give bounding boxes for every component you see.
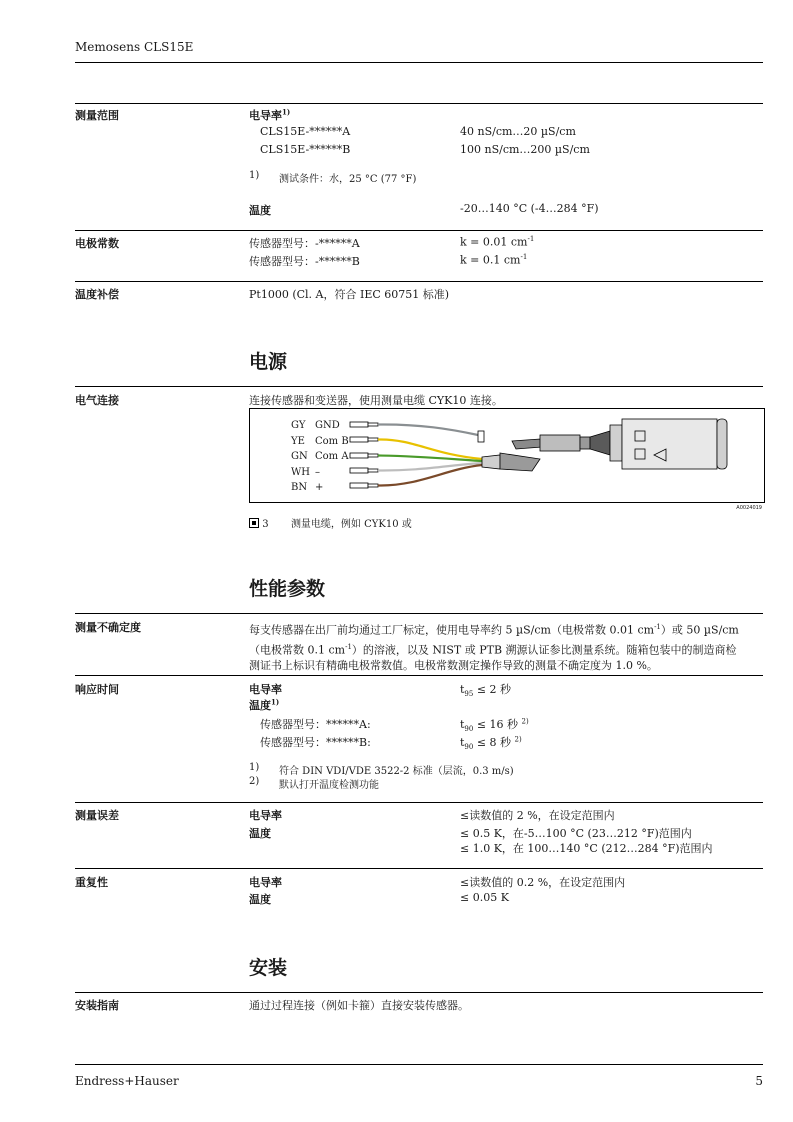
- figure-icon: [249, 518, 259, 528]
- conductivity-heading: 电导率$^{1)}$: [249, 107, 291, 122]
- section-title-power: 电源: [249, 351, 288, 373]
- label-response-time: 响应时间: [75, 683, 119, 696]
- cable-drawing: [250, 409, 764, 502]
- temperature-range: -20…140 °C (-4…284 °F): [460, 202, 599, 215]
- connection-text: 连接传感器和变送器，使用测量电缆 CYK10 连接。: [249, 394, 503, 407]
- label-installation-guide: 安装指南: [75, 999, 119, 1012]
- divider: [75, 230, 763, 231]
- response-value-a: $t_{90} \le 16$ 秒 $^{2)}$: [460, 717, 529, 734]
- divider: [75, 992, 763, 993]
- range-model-b: CLS15E-******B: [260, 143, 351, 156]
- divider: [75, 868, 763, 869]
- wire-signals: GND Com B Com A – +: [315, 420, 349, 493]
- error-temp-value-2: ≤ 1.0 K，在 100…140 °C (212…284 °F)范围内: [460, 842, 713, 855]
- page-number: 5: [755, 1074, 763, 1088]
- range-value-b: 100 nS/cm…200 µS/cm: [460, 143, 590, 156]
- divider: [75, 802, 763, 803]
- cell-model-b: 传感器型号：-******B: [249, 255, 360, 268]
- response-value-b: $t_{90} \le 8$ 秒 $^{2)}$: [460, 735, 522, 752]
- figure-caption: 3 测量电缆，例如 CYK10 或: [249, 515, 412, 530]
- footnote-number: 1): [249, 170, 260, 181]
- repeat-cond-label: 电导率: [249, 876, 282, 889]
- uncertainty-text: 每支传感器在出厂前均通过工厂标定，使用电导率约 5 µS/cm（电极常数 0.01 $cm^{-1}$）或 50 µS/cm （电极常数 0.1 $cm^{-1}$）的溶液，以及 NIST 或 PTB 溯源认证参比测量系统。随箱包装中的制造商检 测证书上标识有精确电极常数值。电极常数测定操作导致的测量不确定度为 1.0 %。: [249, 623, 739, 673]
- section-title-performance: 性能参数: [249, 578, 326, 600]
- divider: [75, 103, 763, 104]
- divider: [75, 613, 763, 614]
- header-rule: [75, 62, 763, 63]
- footer-brand: Endress+Hauser: [75, 1074, 179, 1088]
- error-temp-label: 温度: [249, 827, 271, 840]
- footer-rule: [75, 1064, 763, 1065]
- error-cond-label: 电导率: [249, 809, 282, 822]
- divider: [75, 386, 763, 387]
- response-cond-value: $t_{95} \le 2$ 秒: [460, 683, 512, 699]
- wire-0: [378, 424, 478, 435]
- installation-text: 通过过程连接（例如卡箍）直接安装传感器。: [249, 999, 469, 1012]
- footnote-text: 默认打开温度检测功能: [279, 780, 379, 791]
- label-cell-constant: 电极常数: [75, 237, 119, 250]
- header-title: Memosens CLS15E: [75, 40, 194, 54]
- label-uncertainty: 测量不确定度: [75, 621, 141, 634]
- divider: [75, 675, 763, 676]
- cell-value-a: k = 0.01 $cm^{-1}$: [460, 235, 535, 249]
- response-temp-label: 温度$^{1)}$: [249, 697, 280, 712]
- error-cond-value: ≤读数值的 2 %，在设定范围内: [460, 809, 615, 822]
- repeat-cond-value: ≤读数值的 0.2 %，在设定范围内: [460, 876, 626, 889]
- wire-codes: GY YE GN WH BN: [291, 420, 310, 493]
- temperature-label: 温度: [249, 204, 271, 217]
- divider: [75, 281, 763, 282]
- wire-ferrules: [350, 422, 378, 488]
- error-temp-value-1: ≤ 0.5 K，在-5…100 °C (23…212 °F)范围内: [460, 827, 692, 840]
- footnote-number: 1): [249, 762, 260, 773]
- wires: [378, 424, 482, 485]
- range-value-a: 40 nS/cm…20 µS/cm: [460, 125, 576, 138]
- label-electrical-connection: 电气连接: [75, 394, 119, 407]
- repeat-temp-value: ≤ 0.05 K: [460, 891, 509, 904]
- range-model-a: CLS15E-******A: [260, 125, 351, 138]
- label-temp-comp: 温度补偿: [75, 288, 119, 301]
- response-model-b: 传感器型号：******B:: [260, 736, 371, 749]
- section-title-installation: 安装: [249, 957, 288, 979]
- response-model-a: 传感器型号：******A:: [260, 718, 371, 731]
- figure-id: A0024019: [736, 505, 762, 511]
- cell-model-a: 传感器型号：-******A: [249, 237, 360, 250]
- label-measured-error: 测量误差: [75, 809, 119, 822]
- label-measuring-range: 测量范围: [75, 109, 119, 122]
- footnote-text: 测试条件：水，25 °C (77 °F): [279, 174, 417, 185]
- cable-figure: [249, 408, 765, 511]
- footnote-number: 2): [249, 776, 260, 787]
- repeat-temp-label: 温度: [249, 893, 271, 906]
- response-cond-label: 电导率: [249, 683, 282, 696]
- footnote-text: 符合 DIN VDI/VDE 3522-2 标准（层流，0.3 m/s): [279, 766, 514, 777]
- cell-value-b: k = 0.1 $cm^{-1}$: [460, 253, 528, 267]
- label-repeatability: 重复性: [75, 876, 108, 889]
- temp-comp-value: Pt1000 (Cl. A，符合 IEC 60751 标准): [249, 288, 450, 301]
